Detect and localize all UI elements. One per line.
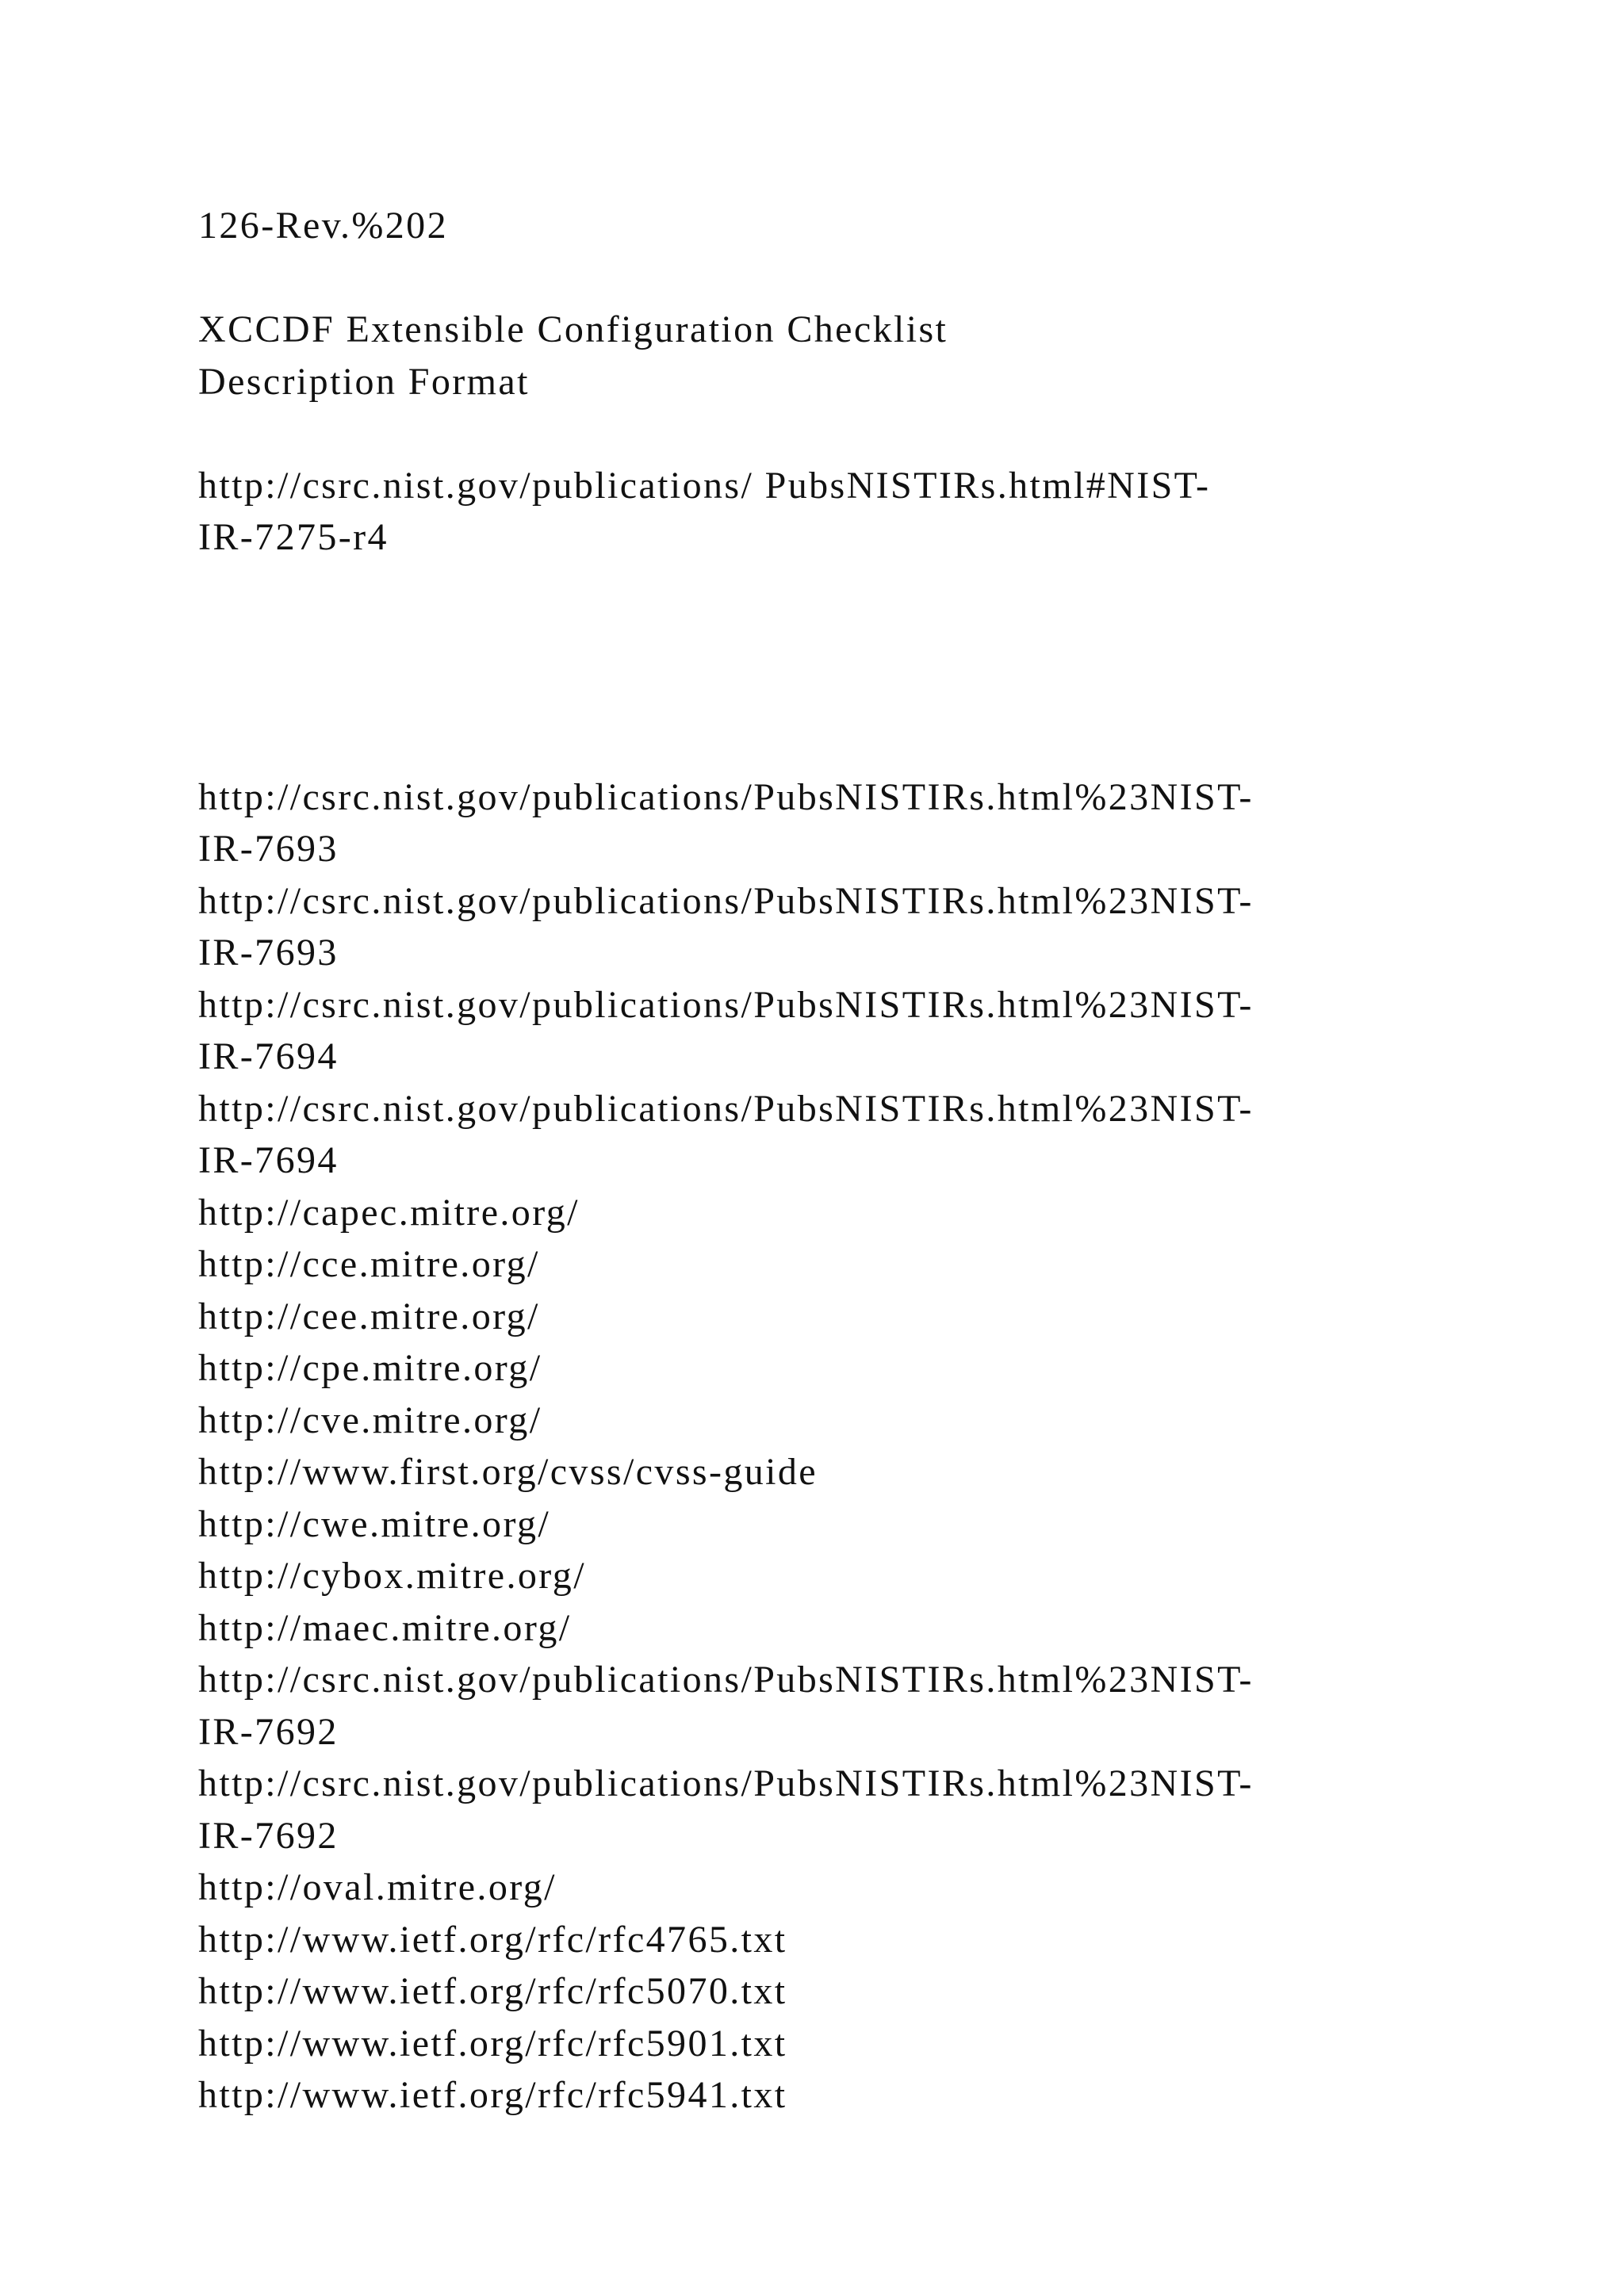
xccdf-line-1: XCCDF Extensible Configuration Checklist xyxy=(198,308,948,350)
link-line: http://maec.mitre.org/ xyxy=(198,1606,572,1649)
document-body xyxy=(198,200,1435,2122)
link-line: http://www.ietf.org/rfc/rfc5070.txt xyxy=(198,1970,787,2012)
xccdf-line-2: Description Format xyxy=(198,360,530,403)
link-line: http://csrc.nist.gov/publications/PubsNISTIRs.html%23NIST- xyxy=(198,879,1254,922)
link-line: http://cve.mitre.org/ xyxy=(198,1399,542,1441)
link-line: IR-7692 xyxy=(198,1814,339,1857)
link-line: http://cpe.mitre.org/ xyxy=(198,1347,542,1389)
link-line: http://oval.mitre.org/ xyxy=(198,1866,557,1908)
link-line: http://www.ietf.org/rfc/rfc5901.txt xyxy=(198,2022,787,2064)
link-line: http://csrc.nist.gov/publications/PubsNISTIRs.html%23NIST- xyxy=(198,1762,1254,1804)
heading-line: 126-Rev.%202 xyxy=(198,205,448,247)
link-line: http://www.ietf.org/rfc/rfc5941.txt xyxy=(198,2074,787,2116)
link-line: IR-7694 xyxy=(198,1035,339,1077)
link-line: http://csrc.nist.gov/publications/PubsNISTIRs.html%23NIST- xyxy=(198,775,1254,818)
link-line: http://www.ietf.org/rfc/rfc4765.txt xyxy=(198,1918,787,1961)
link-line: http://cce.mitre.org/ xyxy=(198,1243,540,1285)
link-line: http://csrc.nist.gov/publications/PubsNISTIRs.html%23NIST- xyxy=(198,1659,1254,1701)
link-line: http://cwe.mitre.org/ xyxy=(198,1502,551,1545)
link-line: http://www.first.org/cvss/cvss-guide xyxy=(198,1451,818,1493)
link-line: http://capec.mitre.org/ xyxy=(198,1191,580,1234)
link-line: http://csrc.nist.gov/publications/PubsNISTIRs.html%23NIST- xyxy=(198,1087,1254,1130)
nistir-7275-line-2: IR-7275-r4 xyxy=(198,516,389,558)
link-line: IR-7694 xyxy=(198,1139,339,1181)
link-line: http://csrc.nist.gov/publications/PubsNISTIRs.html%23NIST- xyxy=(198,983,1254,1026)
link-line: IR-7693 xyxy=(198,828,339,870)
link-line: IR-7692 xyxy=(198,1710,339,1753)
spacer xyxy=(198,564,1435,771)
spacer xyxy=(198,252,1435,304)
link-line: IR-7693 xyxy=(198,932,339,974)
link-line: http://cybox.mitre.org/ xyxy=(198,1555,586,1597)
nistir-7275-line-1: http://csrc.nist.gov/publications/ PubsNISTIRs.html#NIST- xyxy=(198,464,1211,507)
spacer xyxy=(198,408,1435,460)
link-line: http://cee.mitre.org/ xyxy=(198,1295,540,1337)
